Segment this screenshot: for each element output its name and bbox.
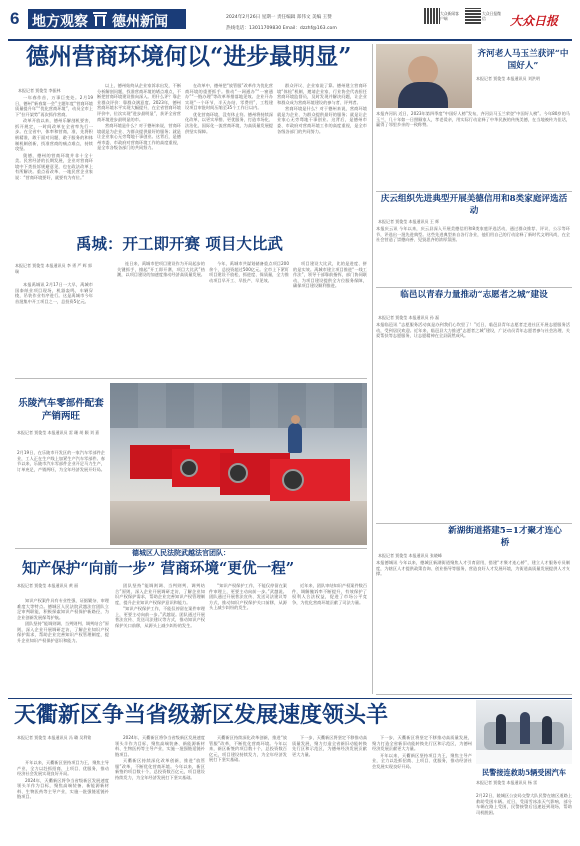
qr-code-icon <box>465 8 481 24</box>
bottom-body-col1: 开年以来，天衢新区坚持项目为王，聚焦主导产业，全力以赴抓招商、上项目、优服务，推动经济社会发展实现良好开局。 2024年，天衢新区将争当省级新区发展速度领头羊作为目标，聚焦高端装备、新能源新材料、生物医药等主导产业，实施一批强链延链补链项目。 <box>17 760 109 800</box>
story2-title: 庆云组织先进典型开展美德信用和8类家庭评选活动 <box>380 194 568 216</box>
main-body-col3: 在改革中，德州把“放管服”改革作为优化营商环境的重要抓手。推动“一网通办”“一窗通办”“一链办理”等改革举措落地见效。企业开办实现“一个环节、半天办结、零费用”，工程建设项目审批时间压缩至35个工作日以内。 优化营商环境，没有休止符。德州将持续深化改革，以更实举措、更优服务，打造市场化、法治化、国际化一流营商环境，为高质量发展提供坚实保障。 <box>185 83 273 134</box>
story5-byline: 本报记者 贾俊莹 本报通讯员 杨 雷 <box>476 780 538 785</box>
bottom-body-col2: 2024年，天衢新区将争当省级新区发展速度领头羊作为目标，聚焦高端装备、新能源新材料、生物医药等主导产业，实施一批强链延链补链项目。 天衢新区持续深化改革创新，推进“放管服”改革，不断优化营商环境。今年以来，新区新签约项目数十个，总投资数百亿元，项目建设持续发力，为全年经济发展打下坚实基础。 <box>115 735 205 780</box>
story5-body: 2月22日，陵城区公安局交警大队民警在辖区道路上救助受困车辆。近日，受雨雪冰冻天气影响，部分车辆在路上受困，民警接警后迅速赶到现场，帮助司机脱困。 <box>476 793 572 815</box>
date-line: 2024年2月26日 星期一 责任编辑 郑伟文 美编 王赞 <box>226 15 332 20</box>
section-subtitle: 德州新闻 <box>112 14 168 30</box>
divider <box>15 378 367 379</box>
page-number: 6 <box>10 9 20 28</box>
main-headline: 德州营商环境何以“进步最明显” <box>26 43 352 70</box>
divider <box>376 287 572 288</box>
divider <box>376 523 572 524</box>
story4-title: 新湖街道搭建5=1才聚才连心桥 <box>448 526 562 548</box>
gate-icon <box>92 10 108 27</box>
brand-logo: 大众日报 <box>510 14 559 28</box>
hotline: 热线电话：13011709830 Email：dzzhf@163.com <box>226 26 337 31</box>
section-title: 地方观察 <box>32 14 88 30</box>
story4-body: 本报德城讯 今年以来，德城区新湖街道聚焦人才引育留用，搭建“才聚才连心桥”，建立人才服务专员制度，为辖区人才提供政策咨询、创业指导等服务，营造良好人才发展环境，为街道高质量发展提供人才支撑。 <box>376 560 570 577</box>
qr-label-2: 大众日报微信 <box>482 11 501 21</box>
yucheng-headline: 禹城：开工即开赛 项目大比武 <box>76 234 283 253</box>
bottom-body-col5: 下一步，天衢新区将坚定不移推动高质量发展，聚力打造全省新旧动能转换先行区和示范区，为德州经济发展贡献更大力量。 开年以来，天衢新区坚持项目为王，聚焦主导产业，全力以赴抓招商、上项目、优服务，推动经济社会发展实现良好开局。 <box>372 735 472 769</box>
qr-label-1: 大众新闻客户端 <box>440 11 459 21</box>
main-body-col1: 一年春作首，万事巨变处。2月19日，德州“新春第一会”主题年度“营商环境质量提升年”“优化营商环境”，动员全市上下“拉开架势”再次抓作营商。 改革开放以来，德州乐解剖机要害，拆开规定，一时间改革在全省率先行一步。在全省中，体率和营商，准，先将积极精准，敢于面对问题、敢于服务的和体制机制创新，找准营商的痛点难点，持续攻坚。 奥德，德州的营商环境并非十全十美。民营经济的长期发展，企业对营商环境中下类投诉规避意见，也在政法改革上有所解决。重点看改革、一地民营企业家说：“营商环境要好，就要有为有位。” <box>15 95 93 180</box>
story2-byline: 本报记者 贾俊莹 本报通讯员 王 辉 <box>378 219 440 224</box>
yucheng-body-col3: 今年，禹城市共谋划储备重点项目200余个，总投资超过500亿元。全市上下紧盯项目建设不放松，抓进度、保质量，全力推动项目早开工、早投产、早见效。 <box>209 261 289 283</box>
ip-body-col1: 知识产权案件具有专业性强、证据繁杂、审理难度大等特点。德城区人民法院武越法官团队立足审判职能，积极探索知识产权保护新路径，为企业创新发展保驾护航。 团队坚持“能调则调、当判则判、调判结合”原则，深入企业开展调研走访，了解企业知识产权保护需求，帮助企业完善知识产权管理制度，提升企业知识产权保护意识和能力。 <box>17 598 109 643</box>
story3-title: 临邑以青春力量推动“志愿者之城”建设 <box>400 290 548 300</box>
bottom-body-col4: 下一步，天衢新区将坚定不移推动高质量发展，聚力打造全省新旧动能转换先行区和示范区，为德州经济发展贡献更大力量。 <box>292 735 367 757</box>
story2-body: 本报庆云讯 今年以来，庆云县深入开展美德信用和8类家庭评选活动，通过群众推荐、评议、公示等环节，评选出一批先进典型。这些先进典型来自各行各业，他们用自己的行动诠释了新时代文明风尚，在全社会营造了崇德向善、见贤思齐的浓厚氛围。 <box>376 226 570 243</box>
photo-story-title: 乐陵汽车零部件配套产销两旺 <box>18 398 104 422</box>
bottom-body-col3: 天衢新区持续深化改革创新，推进“放管服”改革，不断优化营商环境。今年以来，新区新签约项目数十个，总投资数百亿元，项目建设持续发力，为全年经济发展打下坚实基础。 <box>209 735 287 763</box>
yucheng-body-col4: 项目建设大比武，比的是进度、拼的是实效。禹城市建立项目推进“一线工作法”，领导干部靠前指挥，部门协同联动，为项目建设提供全方位服务保障，确保项目建设顺利推进。 <box>293 261 367 289</box>
column-divider <box>372 44 373 694</box>
main-byline: 本报记者 贾俊莹 李振林 <box>18 88 61 93</box>
story1-body: 本报齐河讯 近日，2023年第四季度“中国好人榜”发布，齐河县马玉兰荣登“中国好人榜”。今年80岁的马玉兰，几十年如一日照顾家人，孝老爱亲，用实际行动诠释了中华民族的传统美德，在当地被传为佳话，赢得了邻里乡亲的一致称赞。 <box>376 111 570 128</box>
story5-title: 民警接连救助5辆受困汽车 <box>481 768 567 777</box>
section-rule <box>8 698 572 699</box>
ip-body-col2: 团队坚持“能调则调、当判则判、调判结合”原则，深入企业开展调研走访，了解企业知识产权保护需求，帮助企业完善知识产权管理制度，提升企业知识产权保护意识和能力。 “知识产权保护工作，不能仅停留在案件审理上，更要主动向前一步。”武越说。团队通过开展普法宣传、发送司法建议等方式，推动知识产权保护关口前移，从源头上减少纠纷的发生。 <box>115 583 205 628</box>
snow-rescue-photo <box>476 700 572 764</box>
ip-kicker: 德城区人民法院武越法官团队： <box>132 549 230 557</box>
story1-byline: 本报记者 贾俊莹 本报通讯员 刘洪明 <box>476 76 540 81</box>
ip-body-col4: 近年来，团队审结知识产权案件数百件，调解撤诉率不断提升，有效保护了权利人合法权益，促进了市场公平竞争，为优化营商环境贡献了司法力量。 <box>292 583 367 605</box>
photo-story-caption: 2月19日，在乐陵市开发区的一家汽车零部件企业，工人正在生产线上加紧生产汽车零部件。春节以来，乐陵市汽车零部件企业开足马力生产，订单充足，产销两旺，为全年经济发展开好局。 <box>17 450 105 472</box>
main-body-col4: 群众评议、企业家说了算。德州建立营商环境“体检”机制，邀请企业家、行业协会代表担任营商环境监督员，及时发现并解决问题，让企业和群众成为营商环境建设的参与者、评判者。 营商环境是什么？对于德州来说，营商环境就是为企业、为群众提供最好的服务；就是让企业家心无旁骛地干事创业。这背后，是德州市委、市政府对营商环境工作的高度重视，是全市各级各部门的共同努力。 <box>277 83 367 134</box>
divider <box>376 191 572 192</box>
factory-photo <box>110 383 367 545</box>
yucheng-body-col2: 连日来，禹城市把项目建设作为开局起步的关键抓手，掀起“开工即开赛，项目大比武”热潮，以项目建设的加速度推动经济高质量发展。 <box>117 261 205 278</box>
photo-story-byline: 本报记者 贾俊莹 本报通讯员 雷 珊 胡 颖 刘 嘉 <box>17 430 100 435</box>
story1-title: 齐河老人马玉兰获评“中国好人” <box>477 49 569 71</box>
story3-body: 本报临邑讯 “志愿服务活动真是办到我们心坎里了！”近日，临邑县青年志愿者走进社区开展志愿服务活动，受到居民欢迎。近年来，临邑县大力推进“志愿者之城”建设，广泛动员青年志愿者参与社会治理、关爱帮扶等志愿服务，让志愿精神在全县蔚然成风。 <box>376 322 570 339</box>
qr-code-icon <box>424 8 440 24</box>
main-body-col2: 以上，德州始终从企业家诉求出发，不断分析解剖问题，找准营商环境的堵点难点，不断把营商环境建设推向深入。用什么评？靠企业群众评价：靠群众满意度。2023年，德州营商环境水平实现大幅提升，在全省营商环境评价中，位次实现“进步最明显”，获评全省营商环境进步最明显的市。 营商环境是什么？对于德州来说，营商环境就是为企业、为群众提供最好的服务；就是让企业家心无旁骛地干事创业。这背后，是德州市委、市政府对营商环境工作的高度重视，是全市各级各部门的共同努力。 <box>97 83 181 151</box>
ip-headline: 知产保护“向前一步” 营商环境“更优一程” <box>22 560 295 577</box>
ip-byline: 本报记者 贾俊莹 本报通讯员 黄 丽 <box>17 583 79 588</box>
masthead <box>0 0 580 40</box>
bottom-byline: 本报记者 贾俊莹 本报通讯员 冯 璐 吴利铭 <box>17 735 92 740</box>
story3-byline: 本报记者 贾俊莹 本报通讯员 孙 磊 <box>378 315 440 320</box>
yucheng-body-col1: 本报禹城讯 2月17日一大早，禹城市国泰纸业项目现场，机器轰鸣，车辆穿梭，吊装作业有序进行。这是禹城市今年首批集中开工项目之一，总投资5亿元。 <box>15 282 93 304</box>
masthead-rule <box>8 39 572 41</box>
bottom-headline: 天衢新区争当省级新区发展速度领头羊 <box>14 702 389 728</box>
story4-byline: 本报记者 贾俊莹 本报通讯员 张晓峰 <box>378 553 442 558</box>
divider <box>376 694 572 695</box>
portrait-photo <box>376 44 472 108</box>
yucheng-byline: 本报记者 贾俊莹 本报通讯员 李 勇 严 辉 郭 瑞 <box>15 263 92 274</box>
ip-body-col3: “知识产权保护工作，不能仅停留在案件审理上，更要主动向前一步。”武越说。团队通过开展普法宣传、发送司法建议等方式，推动知识产权保护关口前移，从源头上减少纠纷的发生。 <box>209 583 287 611</box>
